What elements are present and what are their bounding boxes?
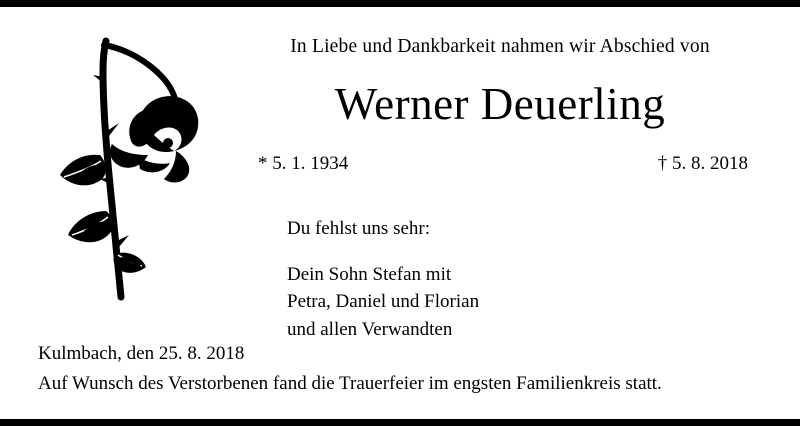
place-and-date: Kulmbach, den 25. 8. 2018: [38, 343, 245, 364]
mourners-block: [287, 215, 479, 343]
mourner-line: Dein Sohn Stefan mit: [287, 263, 452, 285]
birth-date: * 5. 1. 1934: [258, 153, 349, 174]
intro-text: In Liebe und Dankbarkeit nahmen wir Abschied von: [290, 36, 710, 57]
deceased-name: Werner Deuerling: [334, 79, 666, 129]
message-lead: Du fehlst uns sehr:: [287, 218, 431, 239]
mourner-line: Petra, Daniel und Florian: [287, 291, 480, 313]
rose-illustration: [44, 35, 214, 305]
closing-note: Auf Wunsch des Verstorbenen fand die Trauerfeier im engsten Familienkreis statt.: [38, 373, 662, 394]
mourner-line: und allen Verwandten: [287, 318, 453, 340]
life-dates: [258, 153, 748, 175]
death-date: † 5. 8. 2018: [657, 153, 748, 174]
